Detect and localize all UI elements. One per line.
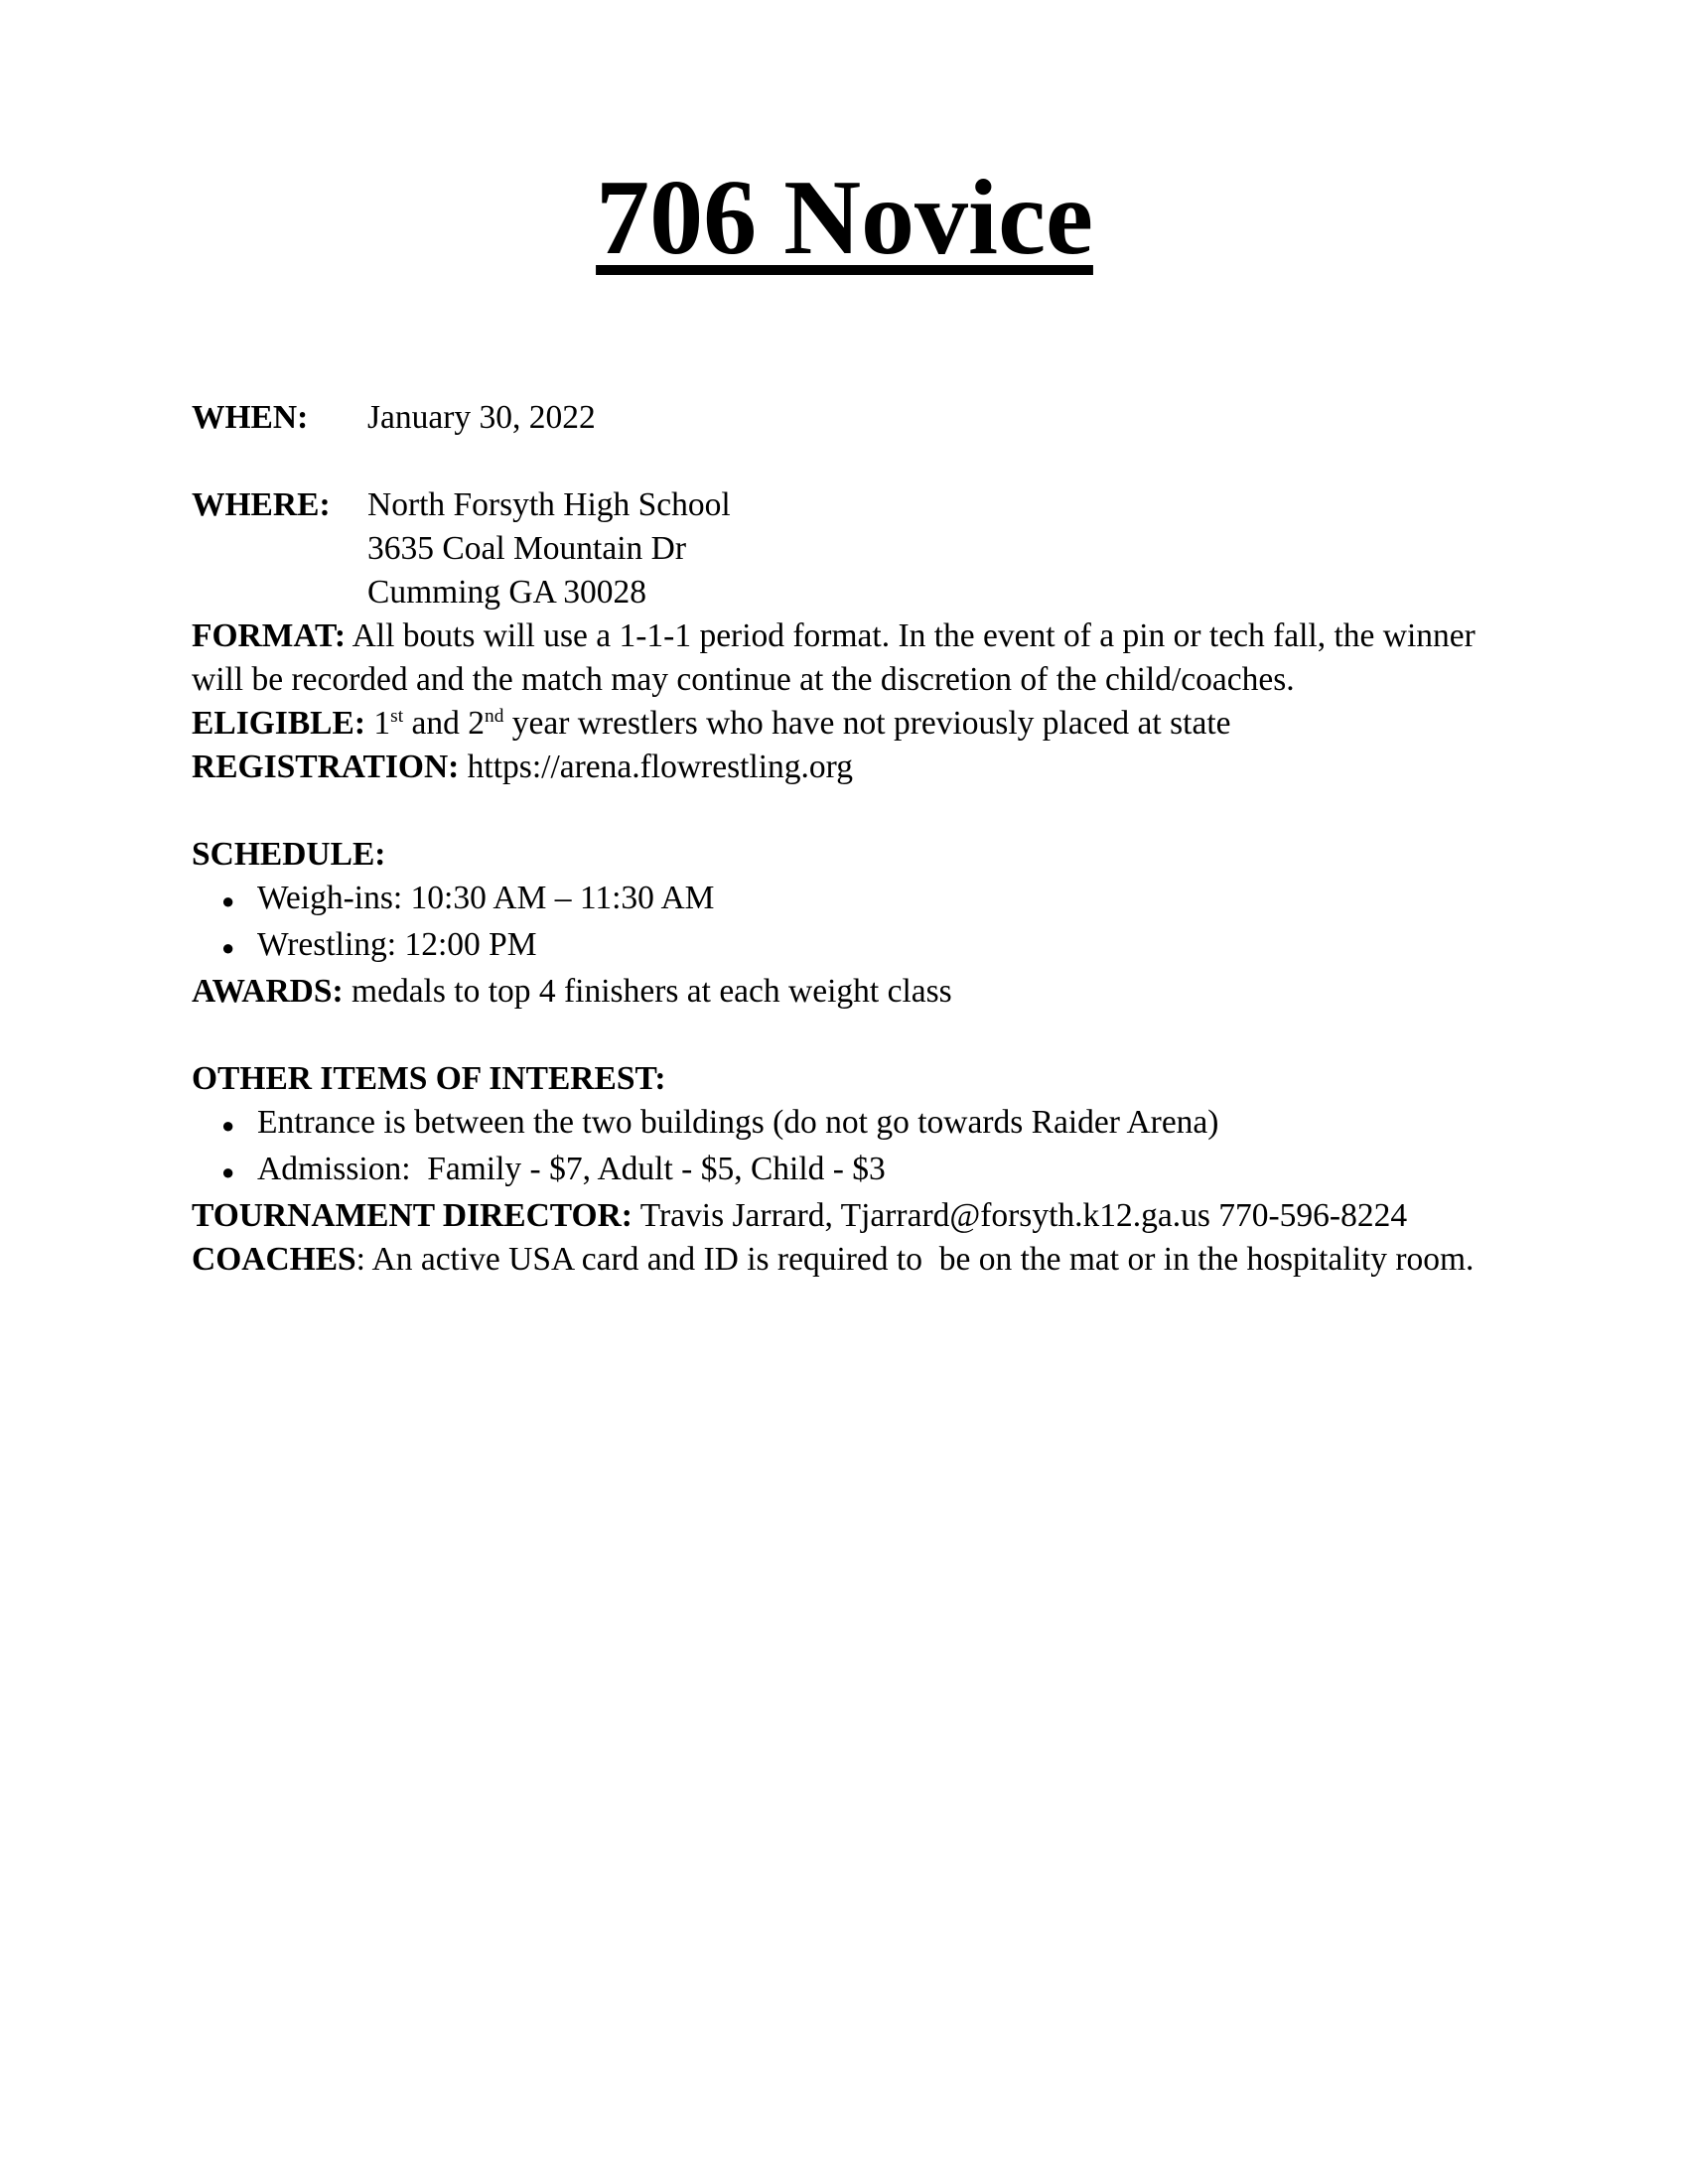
eligible-label: ELIGIBLE:	[192, 705, 366, 742]
registration-label: REGISTRATION:	[192, 749, 460, 785]
schedule-heading	[192, 833, 1497, 877]
other-item-admission: Admission: Family - $7, Adult - $5, Child - $3	[257, 1151, 886, 1187]
page-title	[192, 149, 1497, 288]
schedule-item-wrestling: Wrestling: 12:00 PM	[257, 926, 537, 963]
awards-text: medals to top 4 finishers at each weight class	[343, 973, 952, 1010]
other-item-entrance: Entrance is between the two buildings (do not go towards Raider Arena)	[257, 1104, 1219, 1141]
format-label: FORMAT:	[192, 617, 347, 654]
eligible-paragraph	[192, 702, 1497, 746]
where-line-1: North Forsyth High School	[367, 486, 731, 523]
list-item	[192, 1148, 1497, 1194]
eligible-text-3: year wrestlers who have not previously placed at state	[503, 705, 1231, 742]
schedule-item-weigh-ins: Weigh-ins: 10:30 AM – 11:30 AM	[257, 880, 715, 916]
coaches-label: COACHES	[192, 1241, 356, 1278]
coaches-text: : An active USA card and ID is required to be on the mat or in the hospitality room.	[355, 1241, 1475, 1278]
where-label: WHERE:	[192, 486, 331, 523]
other-items-label: OTHER ITEMS OF INTEREST:	[192, 1060, 666, 1097]
tournament-director-paragraph	[192, 1194, 1497, 1238]
coaches-paragraph	[192, 1238, 1497, 1282]
bullet-icon: ●	[221, 1113, 235, 1138]
where-line-2: 3635 Coal Mountain Dr	[367, 530, 687, 567]
where-line-3: Cumming GA 30028	[367, 574, 647, 611]
list-item	[192, 923, 1497, 970]
other-items-heading	[192, 1057, 1497, 1101]
list-item	[192, 1101, 1497, 1148]
tournament-director-text: Travis Jarrard, Tjarrard@forsyth.k12.ga.us 770-596-8224	[632, 1197, 1408, 1234]
schedule-label: SCHEDULE:	[192, 836, 386, 873]
format-paragraph	[192, 614, 1497, 702]
when-value: January 30, 2022	[367, 399, 596, 436]
eligible-superscript-nd: nd	[484, 705, 504, 727]
awards-paragraph	[192, 970, 1497, 1014]
eligible-text-1: 1	[365, 705, 391, 742]
format-text: All bouts will use a 1-1-1 period format. In the event of a pin or tech fall, the winner will be recorded and the match may continue at the discretion of the child/coaches.	[192, 617, 1484, 698]
bullet-icon: ●	[221, 1160, 235, 1184]
bullet-icon: ●	[221, 888, 235, 913]
other-items-section	[192, 1057, 1497, 1194]
bullet-icon: ●	[221, 935, 235, 960]
tournament-director-label: TOURNAMENT DIRECTOR:	[192, 1197, 633, 1234]
eligible-superscript-st: st	[390, 705, 404, 727]
list-item	[192, 877, 1497, 923]
where-address	[367, 483, 731, 614]
registration-paragraph	[192, 746, 1497, 789]
schedule-section	[192, 833, 1497, 970]
when-row	[192, 396, 1497, 440]
page-title-text: 706 Novice	[596, 159, 1093, 277]
when-label: WHEN:	[192, 399, 309, 436]
where-row	[192, 483, 1497, 614]
awards-label: AWARDS:	[192, 973, 344, 1010]
registration-url: https://arena.flowrestling.org	[459, 749, 853, 785]
eligible-text-2: and 2	[403, 705, 485, 742]
